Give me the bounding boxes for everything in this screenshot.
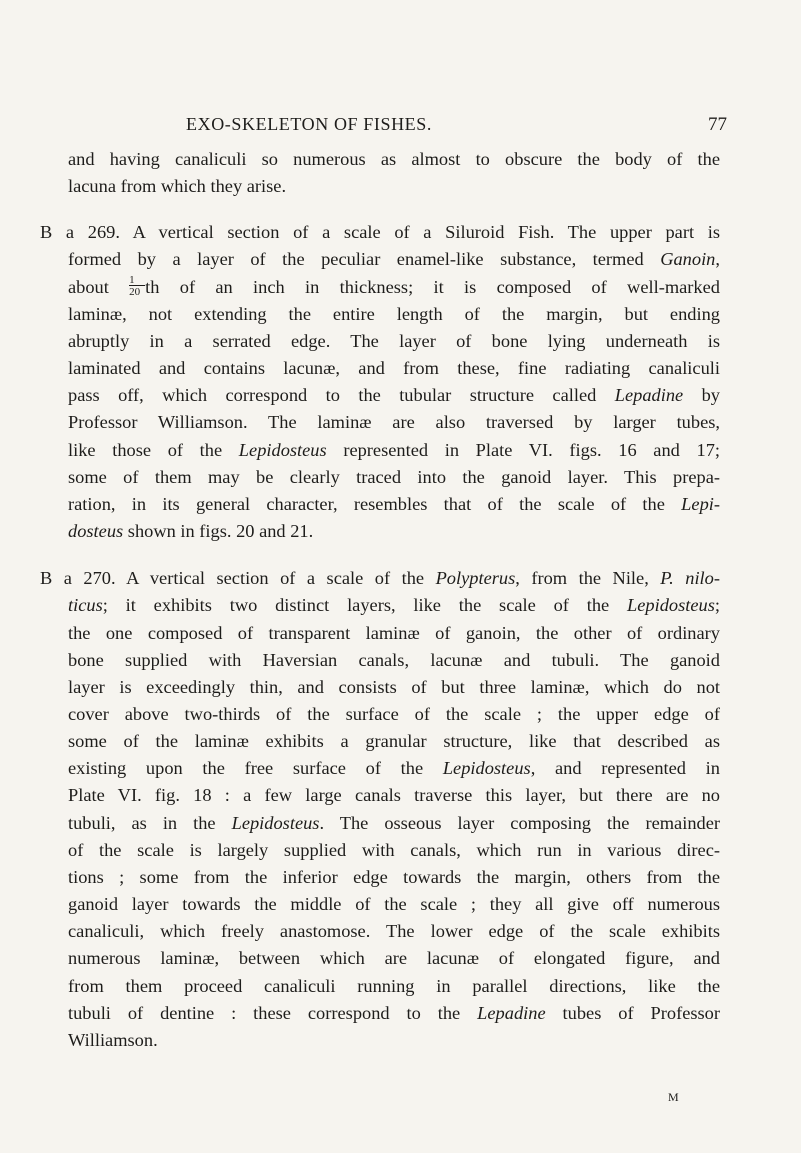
text-line: formed by a layer of the peculiar enamel-like substance, termed Ganoin, bbox=[68, 249, 720, 270]
catalogue-entry-269 bbox=[40, 219, 720, 545]
text-line: Plate VI. fig. 18 : a few large canals traverse this layer, but there are no bbox=[68, 785, 720, 806]
text-line: cover above two-thirds of the surface of the scale ; the upper edge of bbox=[68, 703, 720, 724]
text-line: and having canaliculi so numerous as almost to obscure the body of the bbox=[68, 149, 720, 169]
text-line: like those of the Lepidosteus represented in Plate VI. figs. 16 and 17; bbox=[68, 439, 720, 460]
signature-mark: M bbox=[668, 1090, 680, 1104]
text-line: laminæ, not extending the entire length of the margin, but ending bbox=[68, 303, 720, 324]
paragraph-continuation bbox=[40, 146, 720, 200]
text-line: numerous laminæ, between which are lacunæ of elongated figure, and bbox=[68, 948, 720, 969]
text-line: the one composed of transparent laminæ of ganoin, the other of ordinary bbox=[68, 622, 720, 643]
text-line: pass off, which correspond to the tubular structure called Lepadine by bbox=[68, 385, 720, 406]
text-line: A vertical section of a scale of a Siluroid Fish. The upper part is bbox=[132, 222, 720, 243]
entry-label: B a 269. bbox=[40, 222, 120, 243]
running-title: EXO-SKELETON OF FISHES. bbox=[186, 114, 432, 134]
text-line: lacuna from which they arise. bbox=[68, 176, 287, 197]
entry-label: B a 270. bbox=[40, 568, 116, 589]
text-line: ganoid layer towards the middle of the scale ; they all give off numerous bbox=[68, 894, 720, 915]
text-line: bone supplied with Haversian canals, lacunæ and tubuli. The ganoid bbox=[68, 649, 720, 670]
text-line-first bbox=[40, 565, 720, 592]
text-line: layer is exceedingly thin, and consists of but three laminæ, which do not bbox=[68, 676, 720, 697]
text-line: existing upon the free surface of the Lepidosteus, and represented in bbox=[68, 758, 720, 779]
text-line: A vertical section of a scale of the Polypterus, from the Nile, P. nilo- bbox=[126, 568, 720, 589]
page-header bbox=[0, 114, 801, 138]
text-line: abruptly in a serrated edge. The layer of bone lying underneath is bbox=[68, 330, 720, 351]
text-line: tubuli of dentine : these correspond to the Lepadine tubes of Professor bbox=[68, 1002, 720, 1023]
text-line: Professor Williamson. The laminæ are also traversed by larger tubes, bbox=[68, 412, 720, 433]
text-line: ticus; it exhibits two distinct layers, like the scale of the Lepidosteus; bbox=[68, 595, 720, 616]
text-line: of the scale is largely supplied with canals, which run in various direc- bbox=[68, 839, 720, 860]
text-line: tions ; some from the inferior edge towards the margin, others from the bbox=[68, 866, 720, 887]
body-text bbox=[40, 146, 720, 1054]
text-line: dosteus shown in figs. 20 and 21. bbox=[68, 521, 314, 542]
text-line: ration, in its general character, resembles that of the scale of the Lepi- bbox=[68, 493, 720, 514]
text-line: about $\frac{1}{20}$ th of an inch in thickness; it is composed of well-marked bbox=[68, 273, 720, 298]
text-line: from them proceed canaliculi running in parallel directions, like the bbox=[68, 975, 720, 996]
text-line: Williamson. bbox=[68, 1029, 158, 1050]
catalogue-entry-270 bbox=[40, 565, 720, 1054]
text-line: some of the laminæ exhibits a granular structure, like that described as bbox=[68, 731, 720, 752]
page-number: 77 bbox=[708, 114, 727, 135]
text-line-first bbox=[40, 219, 720, 246]
text-line: canaliculi, which freely anastomose. The lower edge of the scale exhibits bbox=[68, 921, 720, 942]
text-line: laminated and contains lacunæ, and from these, fine radiating canaliculi bbox=[68, 358, 720, 379]
text-line: some of them may be clearly traced into the ganoid layer. This prepa- bbox=[68, 466, 720, 487]
text-line: tubuli, as in the Lepidosteus. The osseous layer composing the remainder bbox=[68, 812, 720, 833]
